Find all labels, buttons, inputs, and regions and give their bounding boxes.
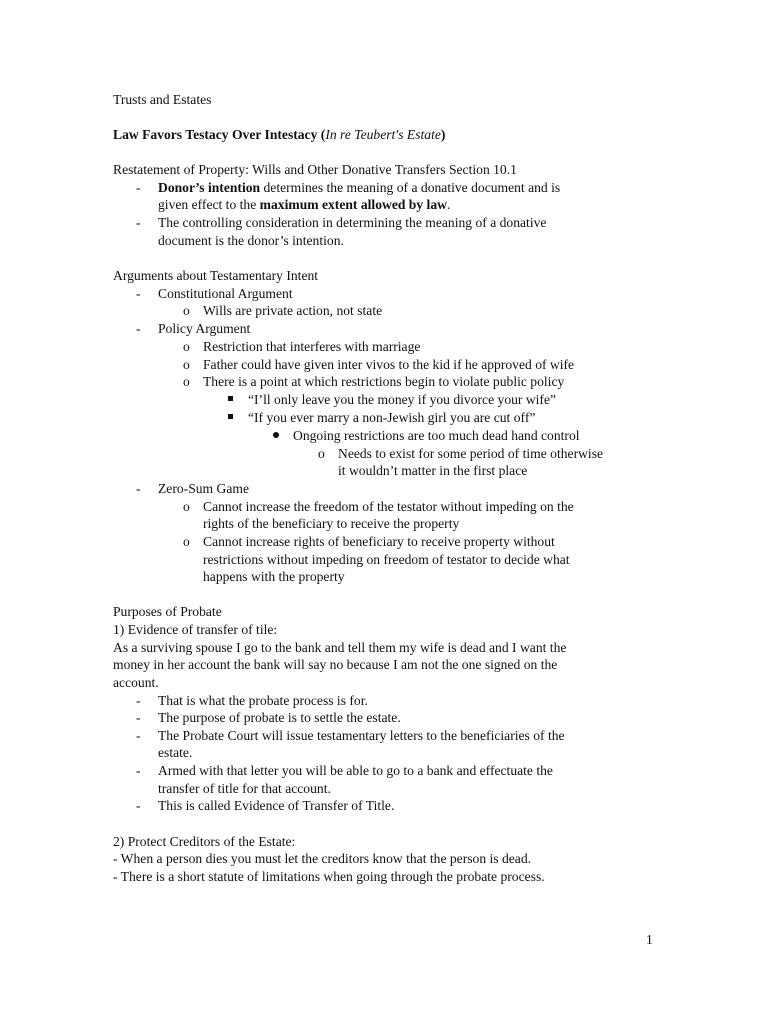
restatement-bullet-1: Donor’s intention determines the meaning of a donative document and is [158, 180, 561, 195]
donor-intention-term: Donor’s intention [158, 180, 261, 195]
probate-item-3-cont: estate. [158, 745, 193, 760]
needs-to-exist-cont: it wouldn’t matter in the first place [338, 463, 528, 478]
circle-marker: o [183, 499, 190, 514]
dash-marker: - [136, 180, 141, 195]
policy-sub-3: There is a point at which restrictions begin to violate public policy [203, 374, 565, 389]
dash-marker: - [136, 286, 141, 301]
probate-paragraph-l3: account. [113, 675, 159, 690]
quote-1: “I’ll only leave you the money if you divorce your wife” [248, 392, 557, 407]
restatement-bullet-1-cont: given effect to the maximum extent allowed by law. [158, 197, 451, 212]
probate-heading: Purposes of Probate [113, 604, 222, 619]
quote-2: “If you ever marry a non-Jewish girl you are cut off” [248, 410, 536, 425]
circle-marker: o [318, 446, 325, 461]
constitutional-sub: Wills are private action, not state [203, 303, 383, 318]
circle-marker: o [183, 374, 190, 389]
dash-marker: - [136, 481, 141, 496]
probate-item-2: The purpose of probate is to settle the estate. [158, 710, 401, 725]
zero-sum-game: Zero-Sum Game [158, 481, 249, 496]
circle-marker: o [183, 357, 190, 372]
zero-sum-sub-2-cont: restrictions without impeding on freedom of testator to decide what [203, 552, 570, 567]
round-bullet [273, 432, 279, 438]
probate-item-5: This is called Evidence of Transfer of Title. [158, 798, 395, 813]
dash-marker: - [136, 215, 141, 230]
policy-sub-1: Restriction that interferes with marriage [203, 339, 421, 354]
creditors-item-1: - When a person dies you must let the creditors know that the person is dead. [113, 851, 532, 866]
probate-paragraph-l1: As a surviving spouse I go to the bank and tell them my wife is dead and I want the [113, 640, 567, 655]
zero-sum-sub-2-cont2: happens with the property [203, 569, 345, 584]
document-header: Trusts and Estates [113, 92, 212, 107]
page-number: 1 [646, 932, 653, 947]
creditors-item-2: - There is a short statute of limitations when going through the probate process. [113, 869, 545, 884]
square-bullet [228, 396, 233, 401]
dash-marker: - [136, 798, 141, 813]
circle-marker: o [183, 534, 190, 549]
section-title [113, 126, 445, 144]
dash-marker: - [136, 693, 141, 708]
probate-item-3: The Probate Court will issue testamentary letters to the beneficiaries of the [158, 728, 565, 743]
probate-item-1: That is what the probate process is for. [158, 693, 368, 708]
evidence-heading: 1) Evidence of transfer of tile: [113, 622, 278, 637]
title-case-name: In re Teubert's Estate [325, 127, 441, 142]
constitutional-argument: Constitutional Argument [158, 286, 293, 301]
dash-marker: - [136, 321, 141, 336]
restatement-bullet-2: The controlling consideration in determining the meaning of a donative [158, 215, 547, 230]
title-end: ) [440, 127, 446, 142]
maximum-extent-term: maximum extent allowed by law [259, 197, 447, 212]
dash-marker: - [136, 710, 141, 725]
restatement-heading: Restatement of Property: Wills and Other Donative Transfers Section 10.1 [113, 162, 517, 177]
arguments-heading: Arguments about Testamentary Intent [113, 268, 319, 283]
restatement-bullet-2-cont: document is the donor’s intention. [158, 233, 344, 248]
zero-sum-sub-2: Cannot increase rights of beneficiary to receive property without [203, 534, 555, 549]
dash-marker: - [136, 763, 141, 778]
probate-item-4: Armed with that letter you will be able to go to a bank and effectuate the [158, 763, 553, 778]
ongoing-restrictions: Ongoing restrictions are too much dead hand control [293, 428, 580, 443]
circle-marker: o [183, 303, 190, 318]
policy-argument: Policy Argument [158, 321, 251, 336]
policy-sub-2: Father could have given inter vivos to the kid if he approved of wife [203, 357, 575, 372]
probate-item-4-cont: transfer of title for that account. [158, 781, 331, 796]
title-main: Law Favors Testacy Over Intestacy ( [113, 127, 326, 142]
zero-sum-sub-1: Cannot increase the freedom of the testator without impeding on the [203, 499, 574, 514]
dash-marker: - [136, 728, 141, 743]
probate-paragraph-l2: money in her account the bank will say no because I am not the one signed on the [113, 657, 558, 672]
zero-sum-sub-1-cont: rights of the beneficiary to receive the property [203, 516, 460, 531]
square-bullet [228, 414, 233, 419]
needs-to-exist: Needs to exist for some period of time otherwise [338, 446, 604, 461]
creditors-heading: 2) Protect Creditors of the Estate: [113, 834, 296, 849]
circle-marker: o [183, 339, 190, 354]
